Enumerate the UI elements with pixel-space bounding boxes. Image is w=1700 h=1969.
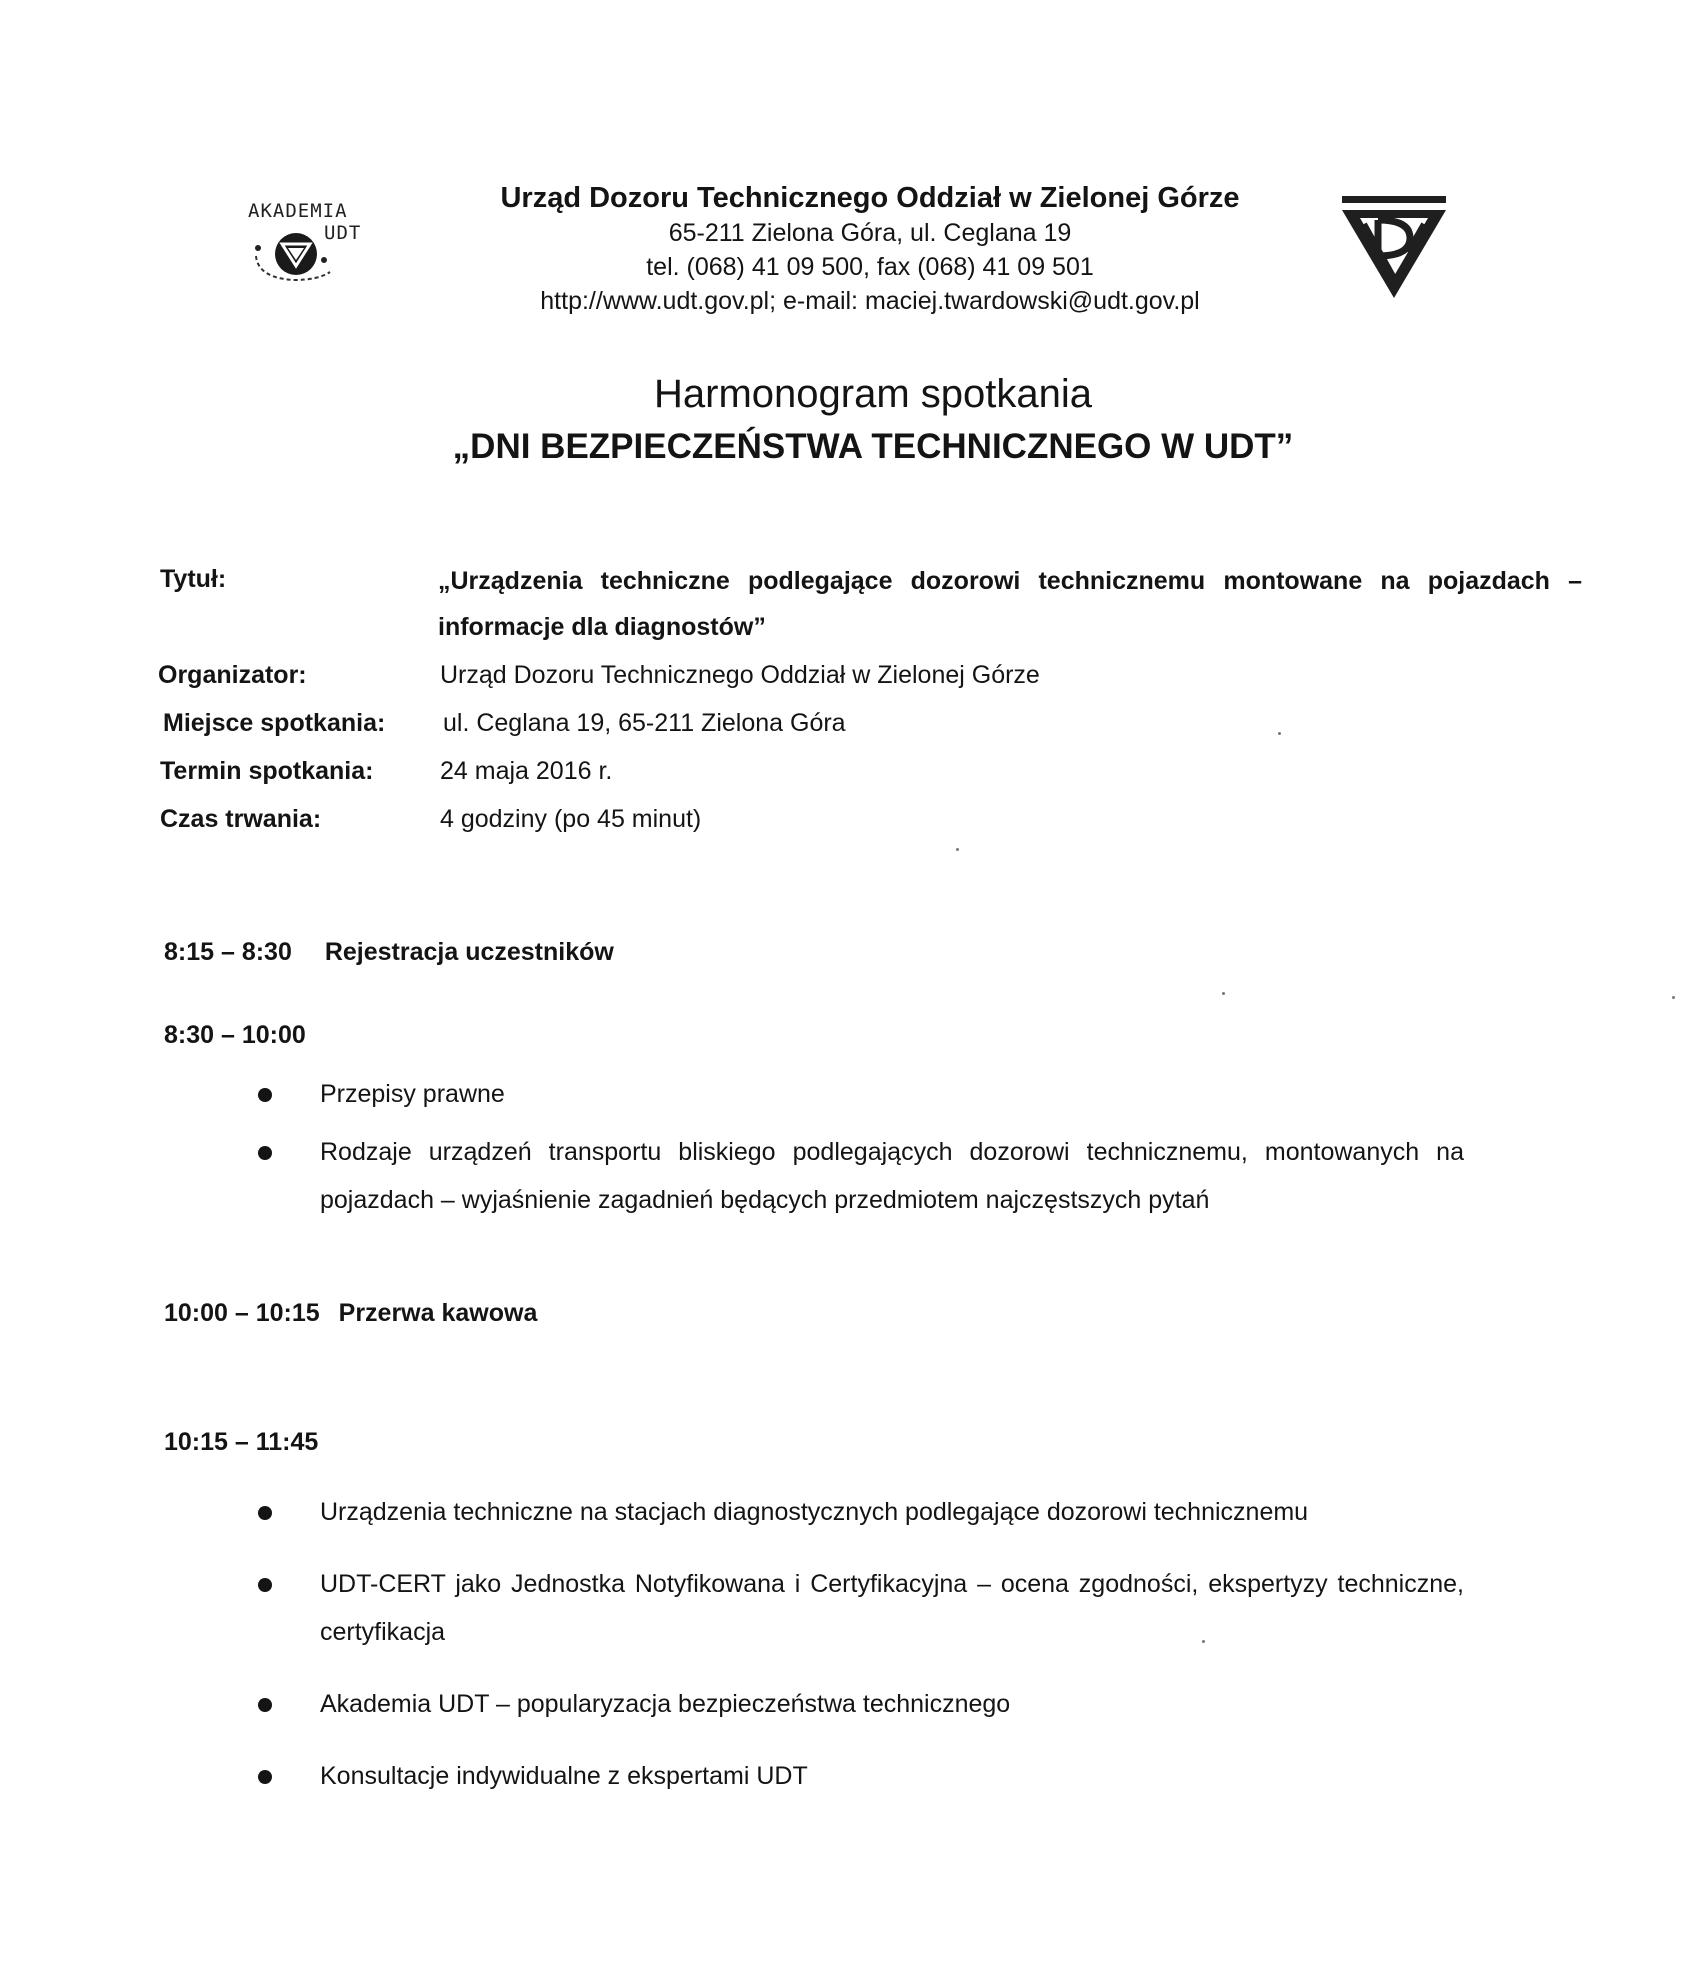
title-label: Tytuł: bbox=[160, 565, 227, 593]
udt-emblem-icon bbox=[1338, 194, 1450, 306]
place-label: Miejsce spotkania: bbox=[163, 709, 386, 737]
organizer-value: Urząd Dozoru Technicznego Oddział w Zielonej Górze bbox=[440, 661, 1040, 689]
list-item-text: Akademia UDT – popularyzacja bezpieczeństwa technicznego bbox=[320, 1690, 1011, 1718]
organization-name: Urząd Dozoru Technicznego Oddział w Zielonej Górze bbox=[500, 182, 1240, 214]
udt-logo bbox=[1338, 194, 1450, 306]
logo-text-udt: UDT bbox=[324, 222, 362, 244]
schedule-time: 8:30 – 10:00 bbox=[164, 1021, 306, 1049]
schedule-label: Przerwa kawowa bbox=[338, 1299, 538, 1327]
bullet-icon bbox=[258, 1088, 272, 1102]
list-item-text: Przepisy prawne bbox=[320, 1080, 505, 1108]
schedule-label: Rejestracja uczestników bbox=[324, 938, 614, 966]
akademia-emblem-icon bbox=[248, 220, 338, 300]
place-value: ul. Ceglana 19, 65-211 Zielona Góra bbox=[443, 709, 846, 737]
scan-speck bbox=[1202, 1640, 1205, 1643]
web-email: http://www.udt.gov.pl; e-mail: maciej.twardowski@udt.gov.pl bbox=[540, 287, 1200, 315]
bullet-icon bbox=[258, 1146, 272, 1160]
duration-label: Czas trwania: bbox=[160, 805, 322, 833]
akademia-udt-logo bbox=[248, 200, 378, 310]
logo-text-akademia: AKADEMIA bbox=[248, 200, 348, 222]
schedule-entry bbox=[164, 1018, 306, 1052]
list-item-text: UDT-CERT jako Jednostka Notyfikowana i Certyfikacyjna – ocena zgodności, ekspertyzy techniczne, certyfikacja bbox=[320, 1570, 1464, 1646]
schedule-entry bbox=[164, 1296, 537, 1330]
schedule-entry bbox=[164, 1425, 318, 1459]
date-value: 24 maja 2016 r. bbox=[440, 757, 613, 785]
bullet-icon bbox=[258, 1770, 272, 1784]
schedule-entry bbox=[164, 935, 614, 969]
scan-speck bbox=[1672, 996, 1675, 999]
phone-fax: tel. (068) 41 09 500, fax (068) 41 09 501 bbox=[646, 253, 1094, 281]
schedule-time: 8:15 – 8:30 bbox=[164, 938, 292, 966]
scan-speck bbox=[956, 848, 959, 851]
schedule-time: 10:00 – 10:15 bbox=[164, 1299, 320, 1327]
scan-speck bbox=[1222, 992, 1225, 995]
date-label: Termin spotkania: bbox=[160, 757, 374, 785]
event-title: „DNI BEZPIECZEŃSTWA TECHNICZNEGO W UDT” bbox=[452, 427, 1294, 466]
list-item-text: Rodzaje urządzeń transportu bliskiego podlegających dozorowi technicznemu, montowanych na pojazdach – wyjaśnienie zagadnień będących przedmiotem najczęstszych pytań bbox=[320, 1138, 1464, 1214]
schedule-time: 10:15 – 11:45 bbox=[164, 1428, 319, 1456]
bullet-icon bbox=[258, 1578, 272, 1592]
list-item-text: Konsultacje indywidualne z ekspertami UDT bbox=[320, 1762, 808, 1790]
address: 65-211 Zielona Góra, ul. Ceglana 19 bbox=[668, 219, 1072, 247]
scan-speck bbox=[1278, 732, 1281, 735]
letterhead bbox=[440, 180, 1300, 318]
bullet-icon bbox=[258, 1698, 272, 1712]
document-title: Harmonogram spotkania bbox=[654, 372, 1092, 416]
list-item-text: Urządzenia techniczne na stacjach diagnostycznych podlegające dozorowi technicznemu bbox=[320, 1498, 1309, 1526]
duration-value: 4 godziny (po 45 minut) bbox=[440, 805, 702, 833]
organizer-label: Organizator: bbox=[158, 661, 307, 689]
bullet-icon bbox=[258, 1506, 272, 1520]
title-value: „Urządzenia techniczne podlegające dozorowi technicznemu montowane na pojazdach – informacje dla diagnostów” bbox=[438, 567, 1582, 641]
